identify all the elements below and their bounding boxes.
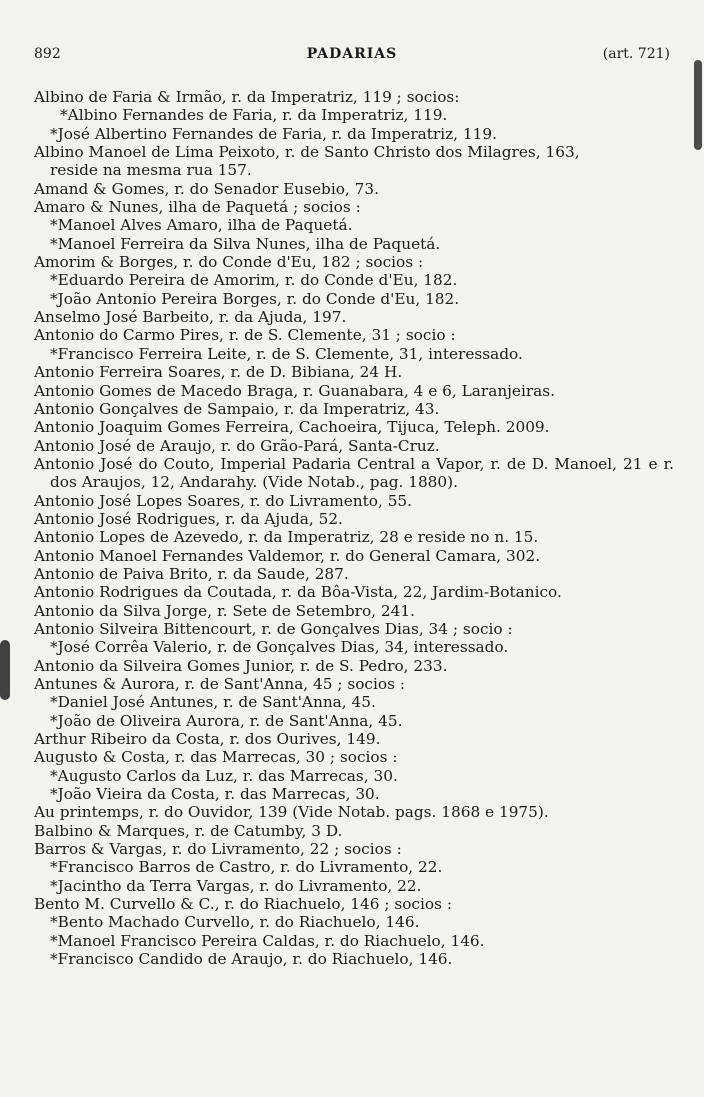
directory-entry: Antonio do Carmo Pires, r. de S. Clemente, 31 ; socio :	[34, 326, 456, 345]
directory-entry: Albino de Faria & Irmão, r. da Imperatriz, 119 ; socios:	[34, 88, 460, 106]
page-title: PADARIAS	[306, 46, 398, 62]
directory-entry: Amaro & Nunes, ilha de Paquetá ; socios :	[34, 198, 361, 217]
directory-entry: Arthur Ribeiro da Costa, r. dos Ourives, 149.	[34, 730, 381, 749]
directory-entry: Augusto & Costa, r. das Marrecas, 30 ; socios :	[34, 748, 398, 767]
directory-entry: Antonio de Paiva Brito, r. da Saude, 287.	[34, 564, 349, 583]
directory-entry: Antonio José de Araujo, r. do Grão-Pará, Santa-Cruz.	[34, 436, 440, 455]
directory-entry: Antonio Gonçalves de Sampaio, r. da Imperatriz, 43.	[34, 399, 440, 418]
directory-entry: Anselmo José Barbeito, r. da Ajuda, 197.	[34, 308, 347, 327]
directory-entry: *Manoel Francisco Pereira Caldas, r. do Riachuelo, 146.	[50, 931, 485, 950]
page-number: 892	[34, 46, 61, 62]
directory-entry: *João de Oliveira Aurora, r. de Sant'Anna, 45.	[50, 711, 403, 730]
directory-entry: *Francisco Barros de Castro, r. do Livramento, 22.	[50, 858, 443, 877]
directory-entry: Antonio Rodrigues da Coutada, r. da Bôa-Vista, 22, Jardim-Botanico.	[34, 583, 562, 602]
directory-entry: Antonio José Rodrigues, r. da Ajuda, 52.	[34, 509, 343, 528]
directory-entry: *José Corrêa Valerio, r. de Gonçalves Dias, 34, interessado.	[50, 638, 509, 657]
directory-entry: Antonio Ferreira Soares, r. de D. Bibiana, 24 H.	[34, 363, 403, 382]
directory-entry: *Manoel Ferreira da Silva Nunes, ilha de Paquetá.	[50, 234, 441, 253]
directory-entry: Antonio da Silva Jorge, r. Sete de Setembro, 241.	[34, 601, 415, 620]
directory-entry: *João Vieira da Costa, r. das Marrecas, 30.	[50, 785, 380, 804]
directory-entry: Bento M. Curvello & C., r. do Riachuelo, 146 ; socios :	[34, 895, 452, 914]
directory-entry: *João Antonio Pereira Borges, r. do Conde d'Eu, 182.	[50, 289, 460, 308]
directory-entry: *Augusto Carlos da Luz, r. das Marrecas, 30.	[50, 766, 398, 785]
directory-entry: Antonio José Lopes Soares, r. do Livramento, 55.	[34, 491, 413, 510]
directory-entry: Antonio Silveira Bittencourt, r. de Gonçalves Dias, 34 ; socio :	[34, 619, 513, 638]
article-reference: (art. 721)	[602, 46, 670, 62]
directory-entry: *Francisco Candido de Araujo, r. do Riachuelo, 146.	[50, 950, 453, 969]
directory-entry: *Daniel José Antunes, r. de Sant'Anna, 45.	[50, 693, 376, 712]
directory-entry: reside na mesma rua 157.	[50, 161, 252, 180]
directory-entry: Au printemps, r. do Ouvidor, 139 (Vide Notab. pags. 1868 e 1975).	[34, 803, 549, 822]
directory-entry: Barros & Vargas, r. do Livramento, 22 ; socios :	[34, 840, 402, 859]
directory-entry: Amand & Gomes, r. do Senador Eusebio, 73.	[34, 179, 379, 198]
directory-entry: Amorim & Borges, r. do Conde d'Eu, 182 ; socios :	[34, 253, 424, 272]
directory-entry: Antonio José do Couto, Imperial Padaria Central a Vapor, r. de D. Manoel, 21 e r. dos Araujos, 12, Andarahy. (Vide Notab., pag. 1880).	[34, 454, 674, 492]
directory-entry: Antonio Joaquim Gomes Ferreira, Cachoeira, Tijuca, Teleph. 2009.	[34, 418, 550, 437]
directory-entry: *Eduardo Pereira de Amorim, r. do Conde d'Eu, 182.	[50, 271, 458, 290]
directory-entry: Albino Manoel de Lima Peixoto, r. de Santo Christo dos Milagres, 163,	[34, 143, 580, 162]
directory-entry: Antunes & Aurora, r. de Sant'Anna, 45 ; socios :	[34, 675, 405, 693]
ink-blot	[0, 640, 10, 700]
directory-entry: *Albino Fernandes de Faria, r. da Imperatriz, 119.	[60, 106, 448, 125]
ink-blot	[694, 60, 702, 150]
directory-entry: *Jacintho da Terra Vargas, r. do Livramento, 22.	[50, 876, 422, 895]
directory-entry: Balbino & Marques, r. de Catumby, 3 D.	[34, 821, 343, 840]
directory-entry: *José Albertino Fernandes de Faria, r. da Imperatriz, 119.	[50, 124, 497, 143]
directory-entry: Antonio da Silveira Gomes Junior, r. de S. Pedro, 233.	[34, 656, 448, 675]
entry-list	[34, 88, 674, 969]
directory-entry: *Bento Machado Curvello, r. do Riachuelo, 146.	[50, 913, 420, 932]
page-header	[34, 46, 670, 70]
directory-entry: *Manoel Alves Amaro, ilha de Paquetá.	[50, 216, 353, 235]
directory-entry: *Francisco Ferreira Leite, r. de S. Clemente, 31, interessado.	[50, 344, 523, 363]
directory-entry: Antonio Gomes de Macedo Braga, r. Guanabara, 4 e 6, Laranjeiras.	[34, 381, 556, 400]
directory-entry: Antonio Lopes de Azevedo, r. da Imperatriz, 28 e reside no n. 15.	[34, 528, 539, 547]
directory-entry: Antonio Manoel Fernandes Valdemor, r. do General Camara, 302.	[34, 546, 541, 565]
